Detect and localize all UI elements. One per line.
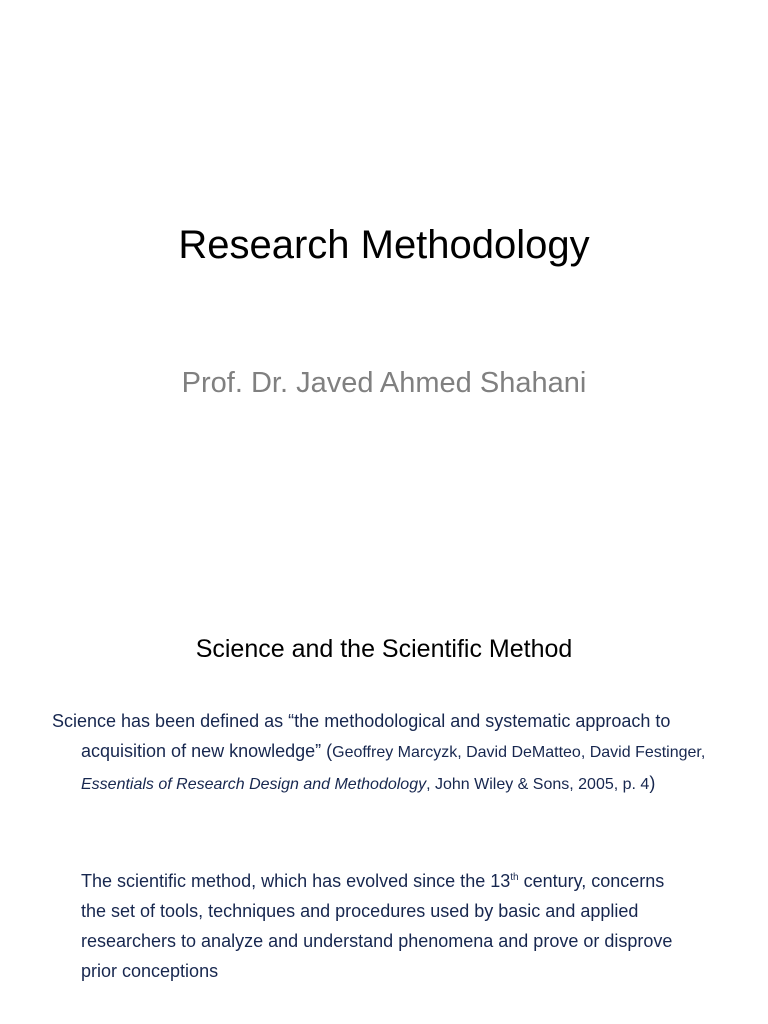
scientific-method-paragraph	[52, 866, 692, 986]
definition-text: Science has been defined as “the methodological and systematic approach to acquisition of new knowledge” (	[52, 711, 671, 761]
ordinal-superscript: th	[510, 872, 519, 883]
citation-close-paren: )	[649, 773, 656, 793]
presenter-name: Prof. Dr. Javed Ahmed Shahani	[181, 367, 587, 399]
definition-paragraph	[52, 706, 721, 800]
slide-heading: Science and the Scientific Method	[195, 635, 573, 663]
citation-authors: Geoffrey Marcyzk, David DeMatteo, David Festinger,	[332, 744, 706, 761]
method-text-end: century, concerns the set of tools, techniques and procedures used by basic and applied researchers to analyze and understand phenomena and prove or disprove prior conceptions	[81, 871, 673, 981]
citation-publisher: , John Wiley & Sons, 2005, p. 4	[426, 776, 650, 793]
presentation-title: Research Methodology	[178, 223, 590, 267]
content-slide	[0, 576, 768, 1024]
method-text-start: The scientific method, which has evolved since the 13	[81, 871, 511, 891]
citation-book-title: Essentials of Research Design and Methodology	[81, 776, 427, 793]
